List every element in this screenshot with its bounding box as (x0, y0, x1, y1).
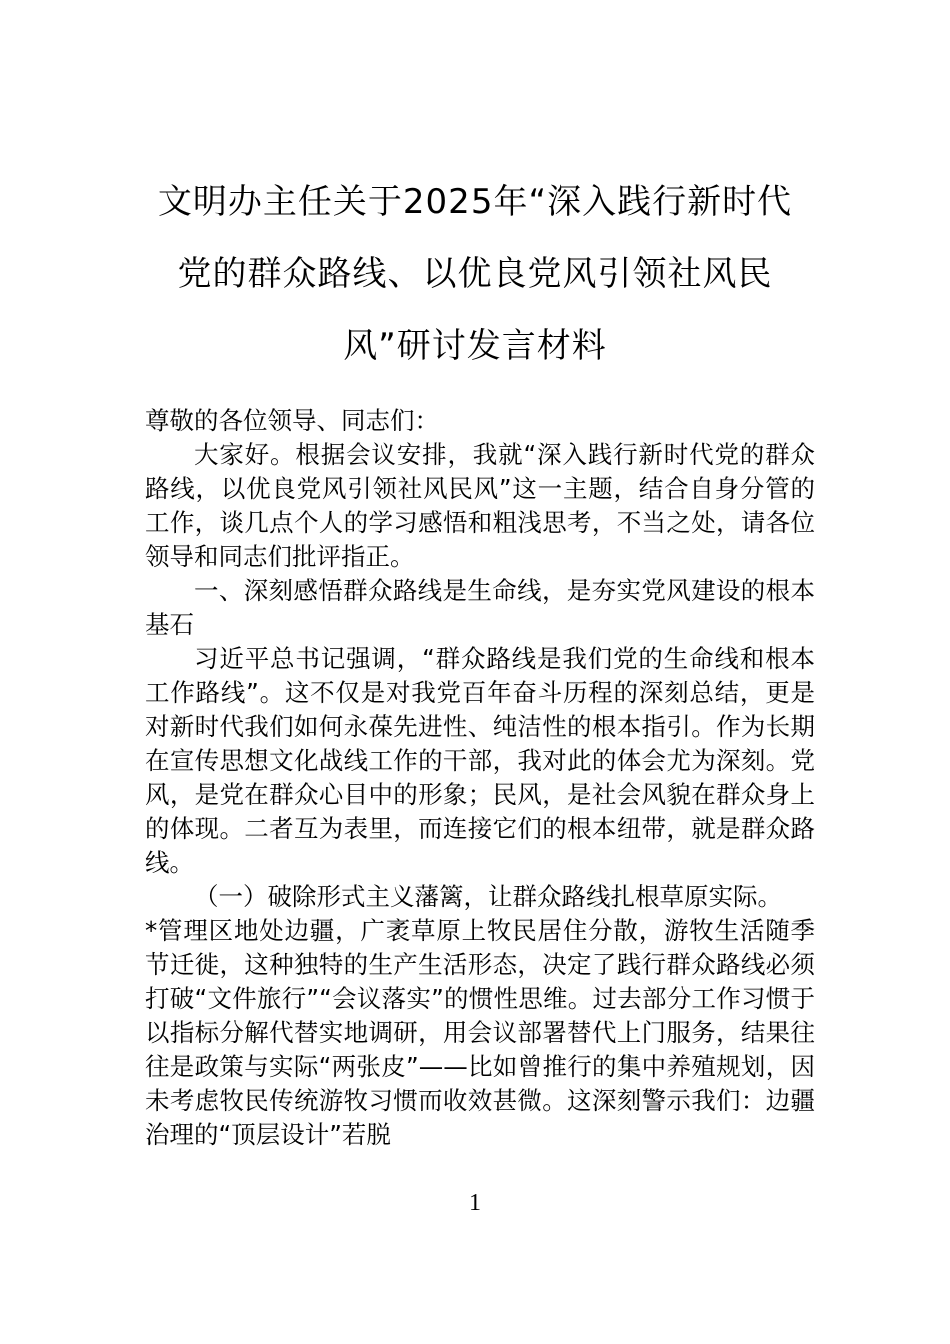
paragraph-greeting: 大家好。根据会议安排，我就“深入践行新时代党的群众路线，以优良党风引领社风民风”这一主题，结合自身分管的工作，谈几点个人的学习感悟和粗浅思考，不当之处，请各位领导和同志们批评指正。 (145, 440, 815, 571)
paragraph-mass-line: 习近平总书记强调，“群众路线是我们党的生命线和根本工作路线”。这不仅是对我党百年奋斗历程的深刻总结，更是对新时代我们如何永葆先进性、纯洁性的根本指引。作为长期在宣传思想文化战线工作的干部，我对此的体会尤为深刻。党风，是党在群众心目中的形象；民风，是社会风貌在群众身上的体现。二者互为表里，而连接它们的根本纽带，就是群众路线。 (145, 644, 815, 877)
document-body (145, 404, 815, 1152)
title-line-2: 党的群众路线、以优良党风引领社风民 (177, 254, 773, 294)
title-line-3: 风”研讨发言材料 (343, 326, 607, 366)
section-heading-1: 一、深刻感悟群众路线是生命线，是夯实党风建设的根本基石 (145, 576, 815, 639)
subsection-heading-1: （一）破除形式主义藩篱，让群众路线扎根草原实际。 (194, 882, 782, 911)
document-title (120, 166, 830, 382)
paragraph-grassland: *管理区地处边疆，广袤草原上牧民居住分散，游牧生活随季节迁徙，这种独特的生产生活形态，决定了践行群众路线必须打破“文件旅行”“会议落实”的惯性思维。过去部分工作习惯于以指标分解代替实地调研，用会议部署替代上门服务，结果往往是政策与实际“两张皮”——比如曾推行的集中养殖规划，因未考虑牧民传统游牧习惯而收效甚微。这深刻警示我们：边疆治理的“顶层设计”若脱 (145, 916, 815, 1149)
page-number: 1 (469, 1190, 481, 1216)
salutation: 尊敬的各位领导、同志们： (145, 406, 439, 435)
title-line-1: 文明办主任关于2025年“深入践行新时代 (157, 182, 793, 222)
